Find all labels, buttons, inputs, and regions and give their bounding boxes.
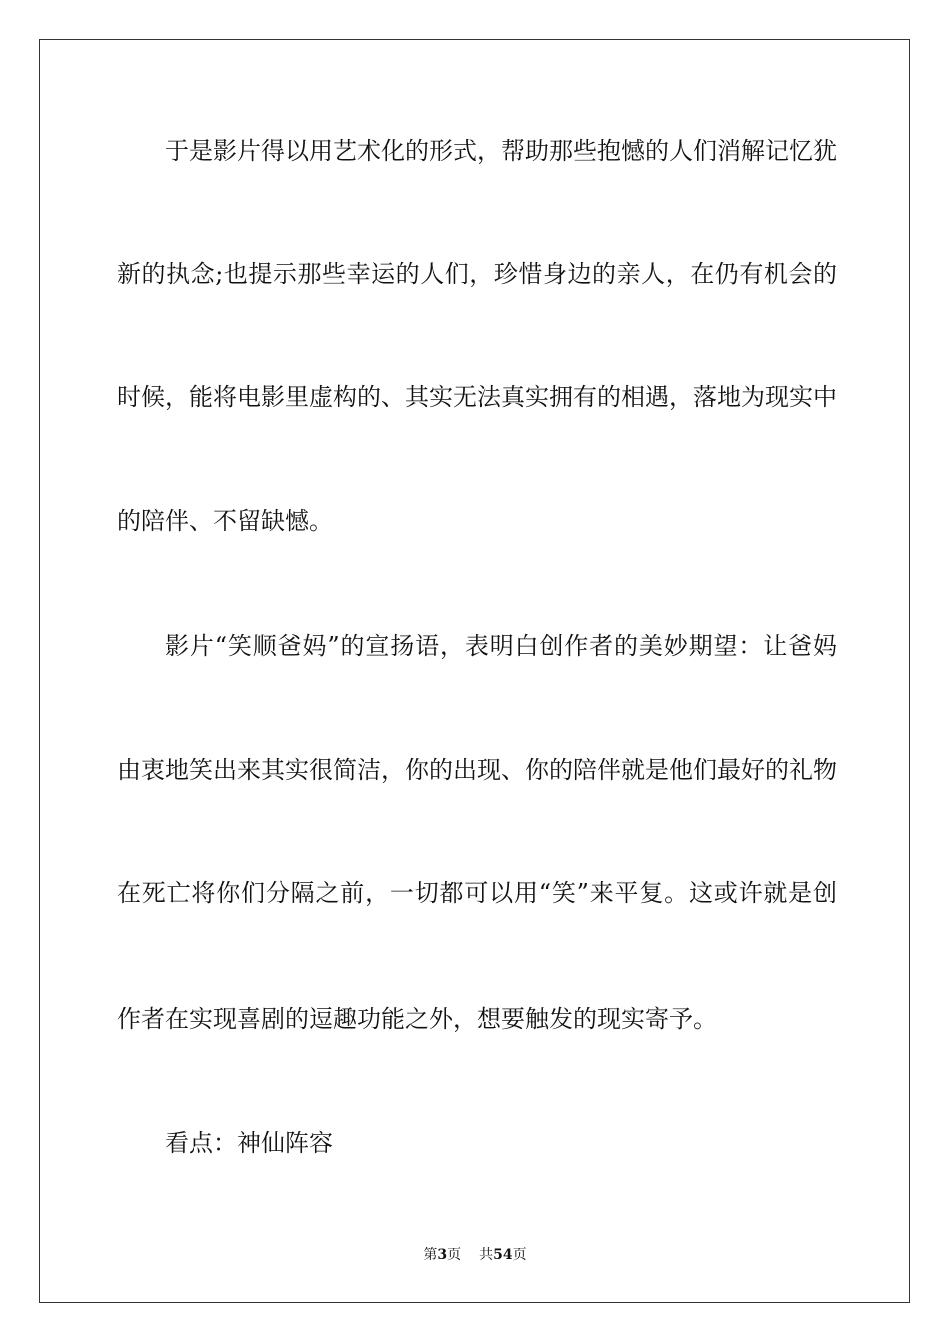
paragraph-3-line-1: 看点：神仙阵容 — [165, 1129, 333, 1157]
paragraph-2-line-4: 作者在实现喜剧的逗趣功能之外，想要触发的现实寄予。 — [117, 1005, 717, 1033]
page-total: 54 — [493, 1247, 513, 1263]
paragraph-2-line-2: 由衷地笑出来其实很简洁，你的出现、你的陪伴就是他们最好的礼物 — [117, 756, 837, 784]
paragraph-1-line-1: 于是影片得以用艺术化的形式，帮助那些抱憾的人们消解记忆犹 — [165, 137, 837, 165]
paragraph-2-line-1: 影片“笑顺爸妈”的宣扬语，表明白创作者的美妙期望：让爸妈 — [165, 632, 837, 660]
page-border — [39, 39, 910, 1303]
page-suffix: 页 — [447, 1247, 462, 1263]
total-prefix: 共 — [479, 1247, 494, 1263]
page-prefix: 第 — [423, 1247, 438, 1263]
page-current: 3 — [437, 1247, 448, 1263]
paragraph-2-line-3: 在死亡将你们分隔之前，一切都可以用“笑”来平复。这或许就是创 — [117, 879, 837, 907]
page-footer — [0, 1245, 950, 1265]
paragraph-1-line-4: 的陪伴、不留缺憾。 — [117, 507, 333, 535]
paragraph-1-line-2: 新的执念;也提示那些幸运的人们，珍惜身边的亲人，在仍有机会的 — [117, 260, 837, 288]
paragraph-1-line-3: 时候，能将电影里虚构的、其实无法真实拥有的相遇，落地为现实中 — [117, 383, 837, 411]
total-suffix: 页 — [512, 1247, 527, 1263]
